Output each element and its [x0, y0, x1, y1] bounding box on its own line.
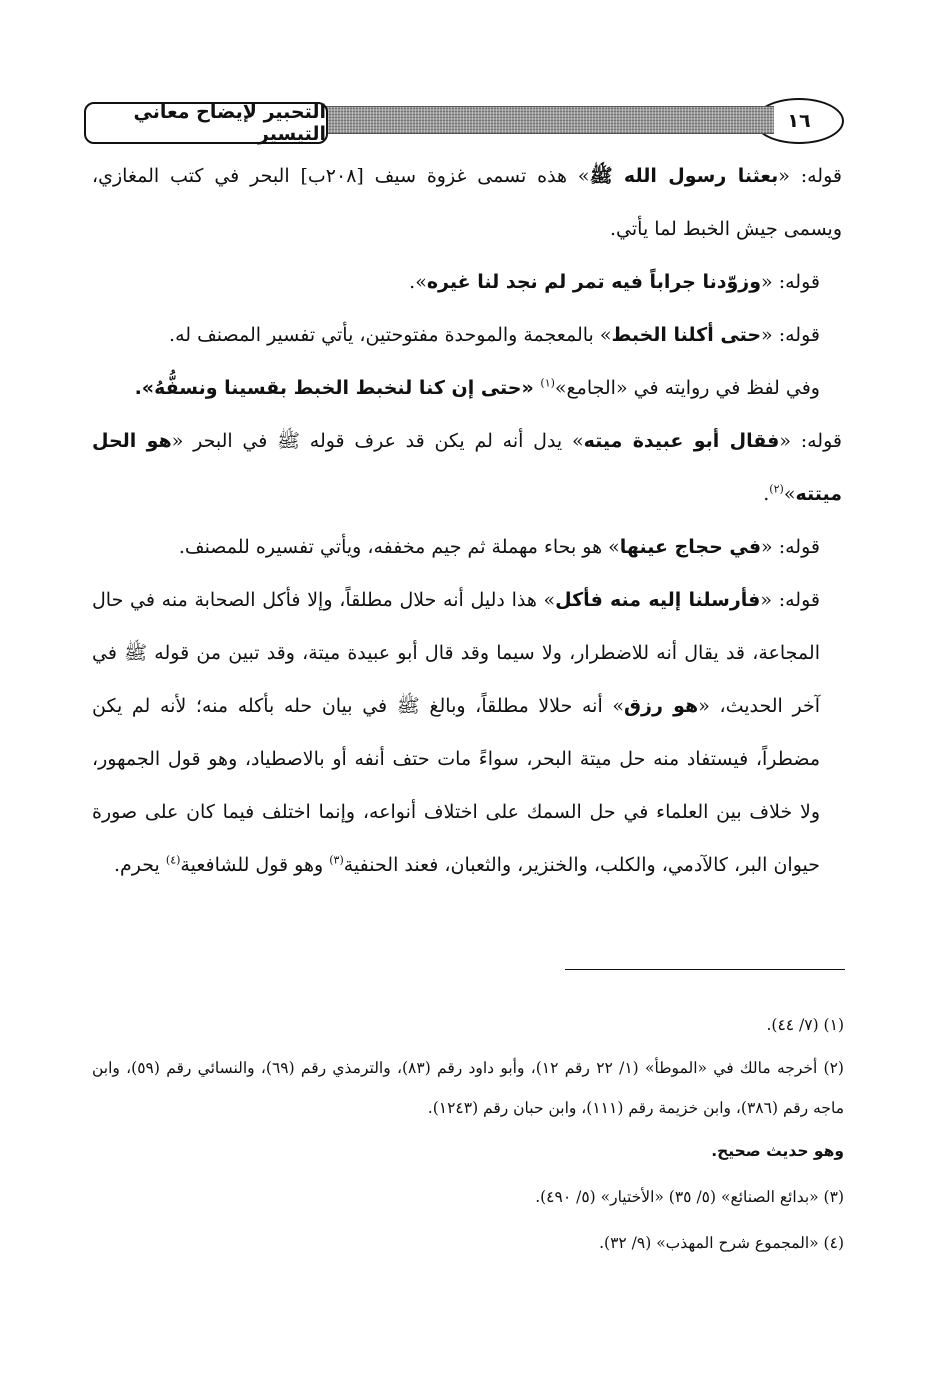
text: وهو قول للشافعية — [180, 854, 330, 876]
quoted-hadith-text: في حجاج عينها — [619, 536, 762, 558]
text: وفي لفظ في روايته في «الجامع» — [554, 377, 820, 399]
text: قوله: « — [761, 324, 820, 346]
footnote-separator — [565, 969, 845, 970]
footnotes — [92, 1002, 844, 1266]
footnote-2-note — [92, 1128, 844, 1174]
text: » هو بحاء مهملة ثم جيم مخففه، ويأتي تفسيره للمصنف. — [178, 536, 620, 558]
main-text — [92, 148, 842, 892]
footnote-2-grading: وهو حديث صحيح. — [711, 1142, 844, 1160]
text: » أنه حلالا مطلقاً، وبالغ ﷺ في بيان حله بأكله منه؛ لأنه لم يكن مضطراً، فيستفاد منه حل ميتة البحر، سواءً مات حتف أنفه أو بالاصطياد، وهو قول الجمهور، ولا خلاف بين العلماء في حل السمك على اختلاف أنواعه، وإنما اختلف فيما كان على صورة حيوان البر، كالآدمي، والكلب، والخنزير، والثعبان، فعند الحنفية — [92, 695, 820, 876]
paragraph-2 — [92, 256, 842, 309]
quoted-hadith-text: فأرسلنا إليه منه فأكل — [555, 589, 761, 611]
footnote-ref-1: (١) — [540, 376, 555, 390]
book-title: التحبير لإيضاح معاني التيسير — [133, 101, 326, 145]
text: قوله: « — [761, 271, 820, 293]
quoted-hadith-text: حتى أكلنا الخبط — [611, 324, 762, 346]
quoted-hadith-text: هو رزق — [624, 695, 699, 717]
paragraph-1 — [92, 150, 842, 256]
paragraph-5 — [92, 415, 842, 521]
text: » بالمعجمة والموحدة مفتوحتين، يأتي تفسير المصنف له. — [169, 324, 612, 346]
paragraph-7 — [92, 574, 842, 892]
text: قوله: « — [760, 589, 820, 611]
text: قوله: « — [779, 430, 842, 452]
book-title-box — [84, 102, 328, 144]
quoted-hadith-text: «حتى إن كنا لنخبط الخبط بقسينا ونسفُّهُ». — [134, 377, 541, 399]
text: » هذه تسمى غزوة سيف [٢٠٨ب] البحر في كتب المغازي، ويسمى جيش الخبط لما يأتي. — [92, 165, 842, 240]
running-header — [84, 98, 844, 148]
paragraph-6 — [92, 521, 842, 574]
footnote-1: (١) (٧/ ٤٤). — [766, 1016, 844, 1034]
footnote-2: (٢) أخرجه مالك في «الموطأ» (١/ ٢٢ رقم ١٢)، وأبو داود رقم (٨٣)، والترمذي رقم (٦٩)، والنسائي رقم (٥٩)، وابن ماجه رقم (٣٨٦)، وابن خزيمة رقم (١١١)، وابن حبان رقم (١٢٤٣). — [92, 1059, 844, 1117]
text: يحرم. — [114, 854, 166, 876]
page-number: ١٦ — [787, 110, 811, 132]
quoted-hadith-text: هو الحل ميتته — [92, 430, 842, 505]
text: » — [783, 483, 796, 505]
quoted-hadith-text: وزوّدنا جراباً فيه تمر لم نجد لنا غيره — [426, 271, 762, 293]
footnote-3: (٣) «بدائع الصنائع» (٥/ ٣٥) «الأختيار» (٥/ ٤٩٠). — [535, 1188, 844, 1206]
footnote-ref-2: (٢) — [769, 482, 784, 496]
text: قوله: « — [761, 536, 820, 558]
header-decorative-band — [322, 106, 774, 134]
paragraph-3 — [92, 309, 842, 362]
text: قوله: « — [778, 165, 842, 187]
quoted-hadith-text: فقال أبو عبيدة ميته — [583, 430, 780, 452]
paragraph-4 — [92, 362, 842, 415]
text: » يدل أنه لم يكن قد عرف قوله ﷺ في البحر « — [171, 430, 584, 452]
footnote-4: (٤) «المجموع شرح المهذب» (٩/ ٣٢). — [599, 1234, 844, 1252]
text: . — [763, 483, 770, 505]
footnote-ref-4: (٤) — [165, 853, 181, 867]
text: » هذا دليل أنه حلال مطلقاً، وإلا فأكل الصحابة منه في حال المجاعة، قد يقال أنه للاضطرار، ولا سيما وقد قال أبو عبيدة ميتة، وقد تبين من قوله ﷺ في آخر الحديث، « — [92, 589, 820, 717]
footnote-ref-3: (٣) — [329, 853, 344, 867]
quoted-hadith-text: بعثنا رسول الله ﷺ — [589, 165, 779, 187]
text: ». — [409, 271, 427, 293]
